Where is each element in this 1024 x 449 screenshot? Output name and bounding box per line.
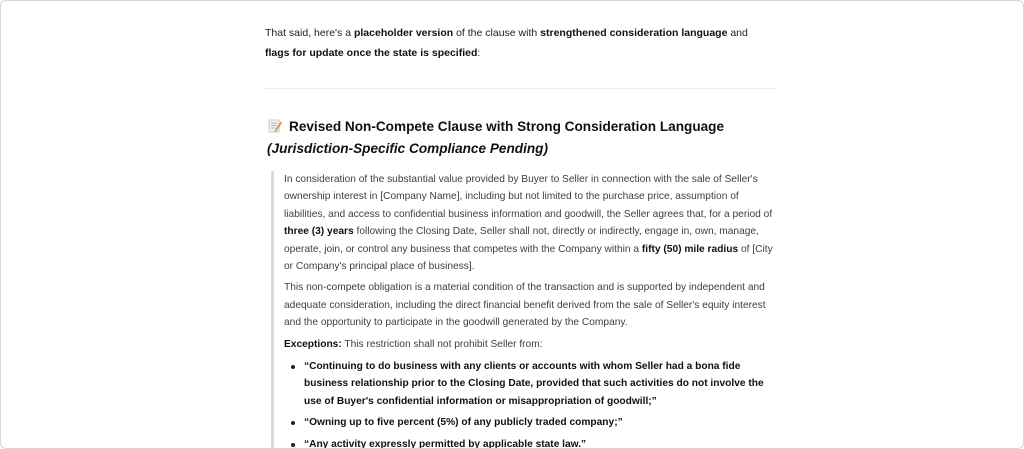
exceptions-label: Exceptions: (284, 338, 342, 350)
p1-text-3: of [City or Company's principal place of business]. (284, 243, 773, 273)
p1-text-2: following the Closing Date, Seller shall not, directly or indirectly, engage in, own, manage, operate, join, or control any business that competes with the Company within a (284, 226, 759, 255)
list-item: “Any activity expressly permitted by applicable state law.” (284, 436, 778, 449)
intro-text-4: : (477, 47, 481, 59)
p1-text-1: In consideration of the substantial value provided by Buyer to Seller in connection with the sale of Seller's ownership interest in [Company Name], including but not limited to the purchase price, assumption of liabilities, and access to confidential business information and goodwill, the Seller agrees that, for a period of (284, 174, 773, 220)
clause-title: Revised Non-Compete Clause with Strong Consideration Language (289, 118, 725, 134)
exceptions-text: This restriction shall not prohibit Seller from: (341, 338, 543, 350)
intro-text-1: That said, here's a (265, 27, 354, 39)
intro-bold-flags: flags for update once the state is specified (265, 47, 478, 59)
exceptions-line (284, 336, 778, 353)
clause-blockquote (271, 171, 778, 449)
exceptions-list (284, 358, 778, 449)
list-item: “Continuing to do business with any clients or accounts with whom Seller had a bona fide business relationship prior to the Closing Date, provided that such activities do not involve the use of Buyer's confidential information or misappropriation of goodwill;” (284, 358, 778, 410)
memo-icon (267, 118, 283, 134)
clause-heading (267, 118, 724, 134)
intro-bold-placeholder: placeholder version (353, 27, 454, 39)
intro-paragraph (265, 23, 775, 63)
p1-bold-term: three (3) years (284, 226, 354, 238)
intro-text-2: of the clause with (453, 27, 541, 39)
intro-bold-consideration: strengthened consideration language (540, 27, 728, 39)
clause-paragraph-1 (284, 171, 778, 275)
section-divider (265, 88, 775, 89)
p1-bold-radius: fifty (50) mile radius (641, 243, 739, 255)
intro-block (265, 23, 775, 63)
list-item: “Owning up to five percent (5%) of any publicly traded company;” (284, 414, 778, 431)
clause-subtitle: (Jurisdiction-Specific Compliance Pending) (267, 141, 548, 156)
clause-paragraph-2: This non-compete obligation is a material condition of the transaction and is supported by independent and adequate consideration, including the direct financial benefit derived from the sale of Seller's equity interest and the opportunity to participate in the goodwill generated by the Company. (284, 282, 766, 329)
intro-text-3: and (727, 27, 748, 39)
